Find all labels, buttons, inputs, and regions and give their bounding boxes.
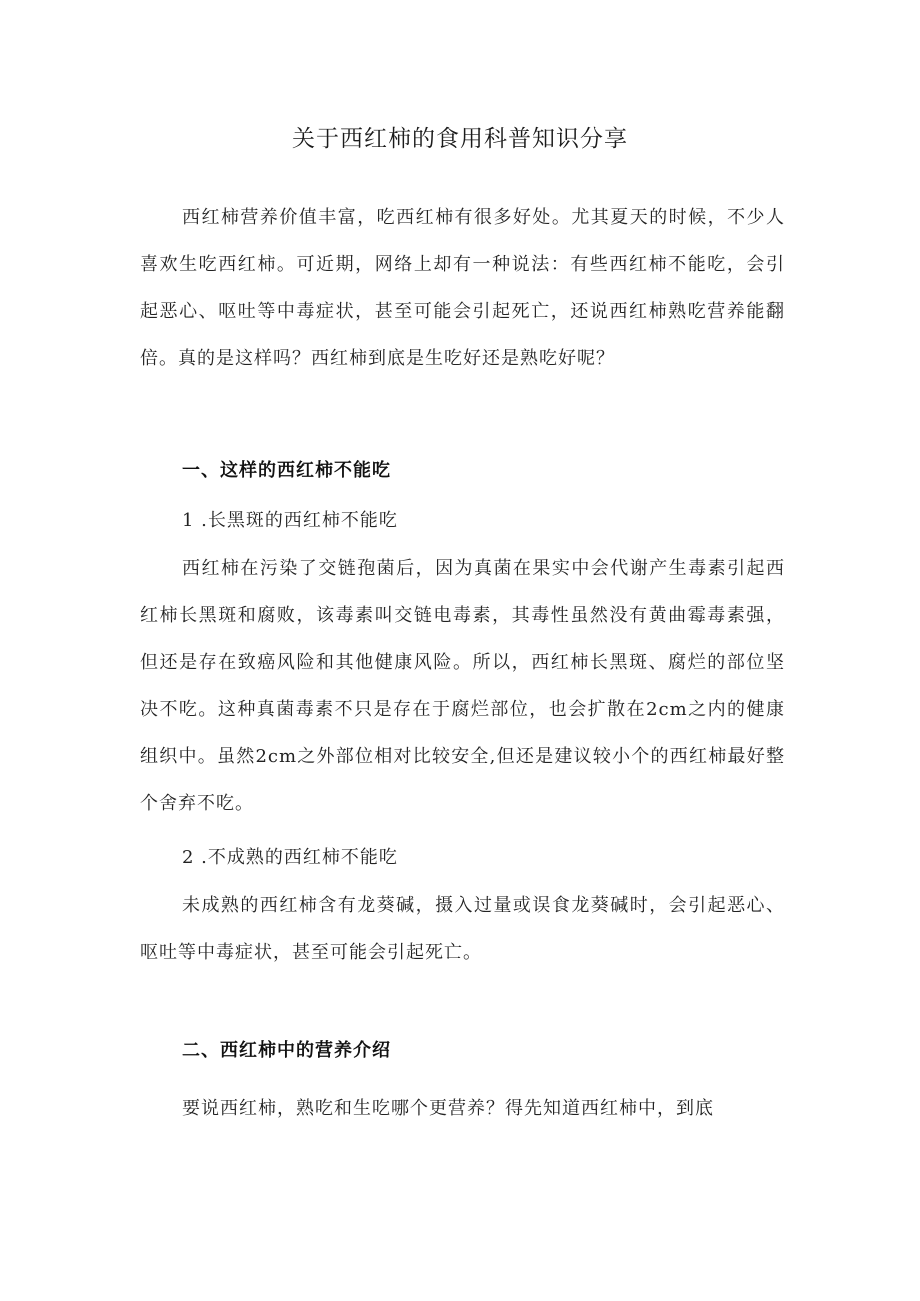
section1-item1-body: 西红柿在污染了交链孢菌后，因为真菌在果实中会代谢产生毒素引起西红柿长黑斑和腐败，该毒素叫交链电毒素，其毒性虽然没有黄曲霉毒素强，但还是存在致癌风险和其他健康风险。所以，西红柿长黑斑、腐烂的部位坚决不吃。这种真菌毒素不只是存在于腐烂部位，也会扩散在2cm之内的健康组织中。虽然2cm之外部位相对比较安全,但还是建议较小个的西红柿最好整个舍弃不吃。 [140, 558, 785, 814]
document-title: 关于西红柿的食用科普知识分享 [292, 126, 628, 152]
section1-item1-title: 1 .长黑斑的西红柿不能吃 [182, 510, 398, 531]
section1-item2-body: 未成熟的西红柿含有龙葵碱，摄入过量或误食龙葵碱时，会引起恶心、呕吐等中毒症状，甚至可能会引起死亡。 [140, 895, 785, 963]
section2-body: 要说西红柿，熟吃和生吃哪个更营养？得先知道西红柿中，到底 [182, 1098, 714, 1119]
section1-item2-title: 2 .不成熟的西红柿不能吃 [182, 847, 398, 868]
intro-paragraph: 西红柿营养价值丰富，吃西红柿有很多好处。尤其夏天的时候，不少人喜欢生吃西红柿。可近期，网络上却有一种说法：有些西红柿不能吃，会引起恶心、呕吐等中毒症状，甚至可能会引起死亡，还说西红柿熟吃营养能翻倍。真的是这样吗？西红柿到底是生吃好还是熟吃好呢？ [140, 207, 785, 369]
section2-heading: 二、西红柿中的营养介绍 [182, 1040, 391, 1061]
section1-heading: 一、这样的西红柿不能吃 [182, 460, 391, 481]
